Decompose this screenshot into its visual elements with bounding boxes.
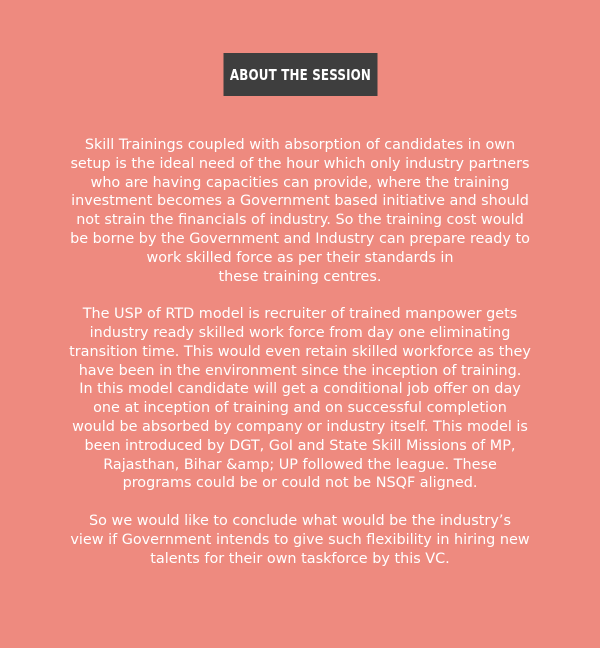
text-line: investment becomes a Government based initiative and should xyxy=(71,193,529,210)
session-description xyxy=(40,136,560,568)
text-line: view if Government intends to give such flexibility in hiring new xyxy=(70,531,530,548)
section-title: ABOUT THE SESSION xyxy=(229,65,372,84)
text-line: In this model candidate will get a conditional job offer on day xyxy=(79,381,521,398)
text-line: work skilled force as per their standards in xyxy=(146,249,454,266)
text-line: industry ready skilled work force from day one eliminating xyxy=(89,324,511,341)
text-line: talents for their own taskforce by this VC. xyxy=(150,550,450,567)
section-title-badge xyxy=(224,53,378,96)
text-line: these training centres. xyxy=(218,268,382,285)
text-line: setup is the ideal need of the hour which only industry partners xyxy=(70,155,530,172)
text-line: not strain the financials of industry. So the training cost would xyxy=(76,212,524,229)
text-line: So we would like to conclude what would be the industry’s xyxy=(89,512,511,529)
paragraph-conclusion xyxy=(40,512,560,568)
text-line: who are having capacities can provide, where the training xyxy=(90,174,510,191)
text-line: transition time. This would even retain skilled workforce as they xyxy=(69,343,531,360)
text-line: programs could be or could not be NSQF aligned. xyxy=(122,475,478,492)
paragraph-rtd-model xyxy=(40,305,560,493)
text-line: The USP of RTD model is recruiter of trained manpower gets xyxy=(82,306,518,323)
paragraph-intro xyxy=(40,136,560,286)
text-line: one at inception of training and on successful completion xyxy=(93,400,507,417)
text-line: have been in the environment since the inception of training. xyxy=(78,362,522,379)
text-line: be borne by the Government and Industry can prepare ready to xyxy=(70,230,530,247)
text-line: Rajasthan, Bihar &amp; UP followed the league. These xyxy=(103,456,497,473)
text-line: been introduced by DGT, GoI and State Skill Missions of MP, xyxy=(84,437,516,454)
text-line: would be absorbed by company or industry itself. This model is xyxy=(72,418,528,435)
text-line: Skill Trainings coupled with absorption of candidates in own xyxy=(84,137,516,153)
